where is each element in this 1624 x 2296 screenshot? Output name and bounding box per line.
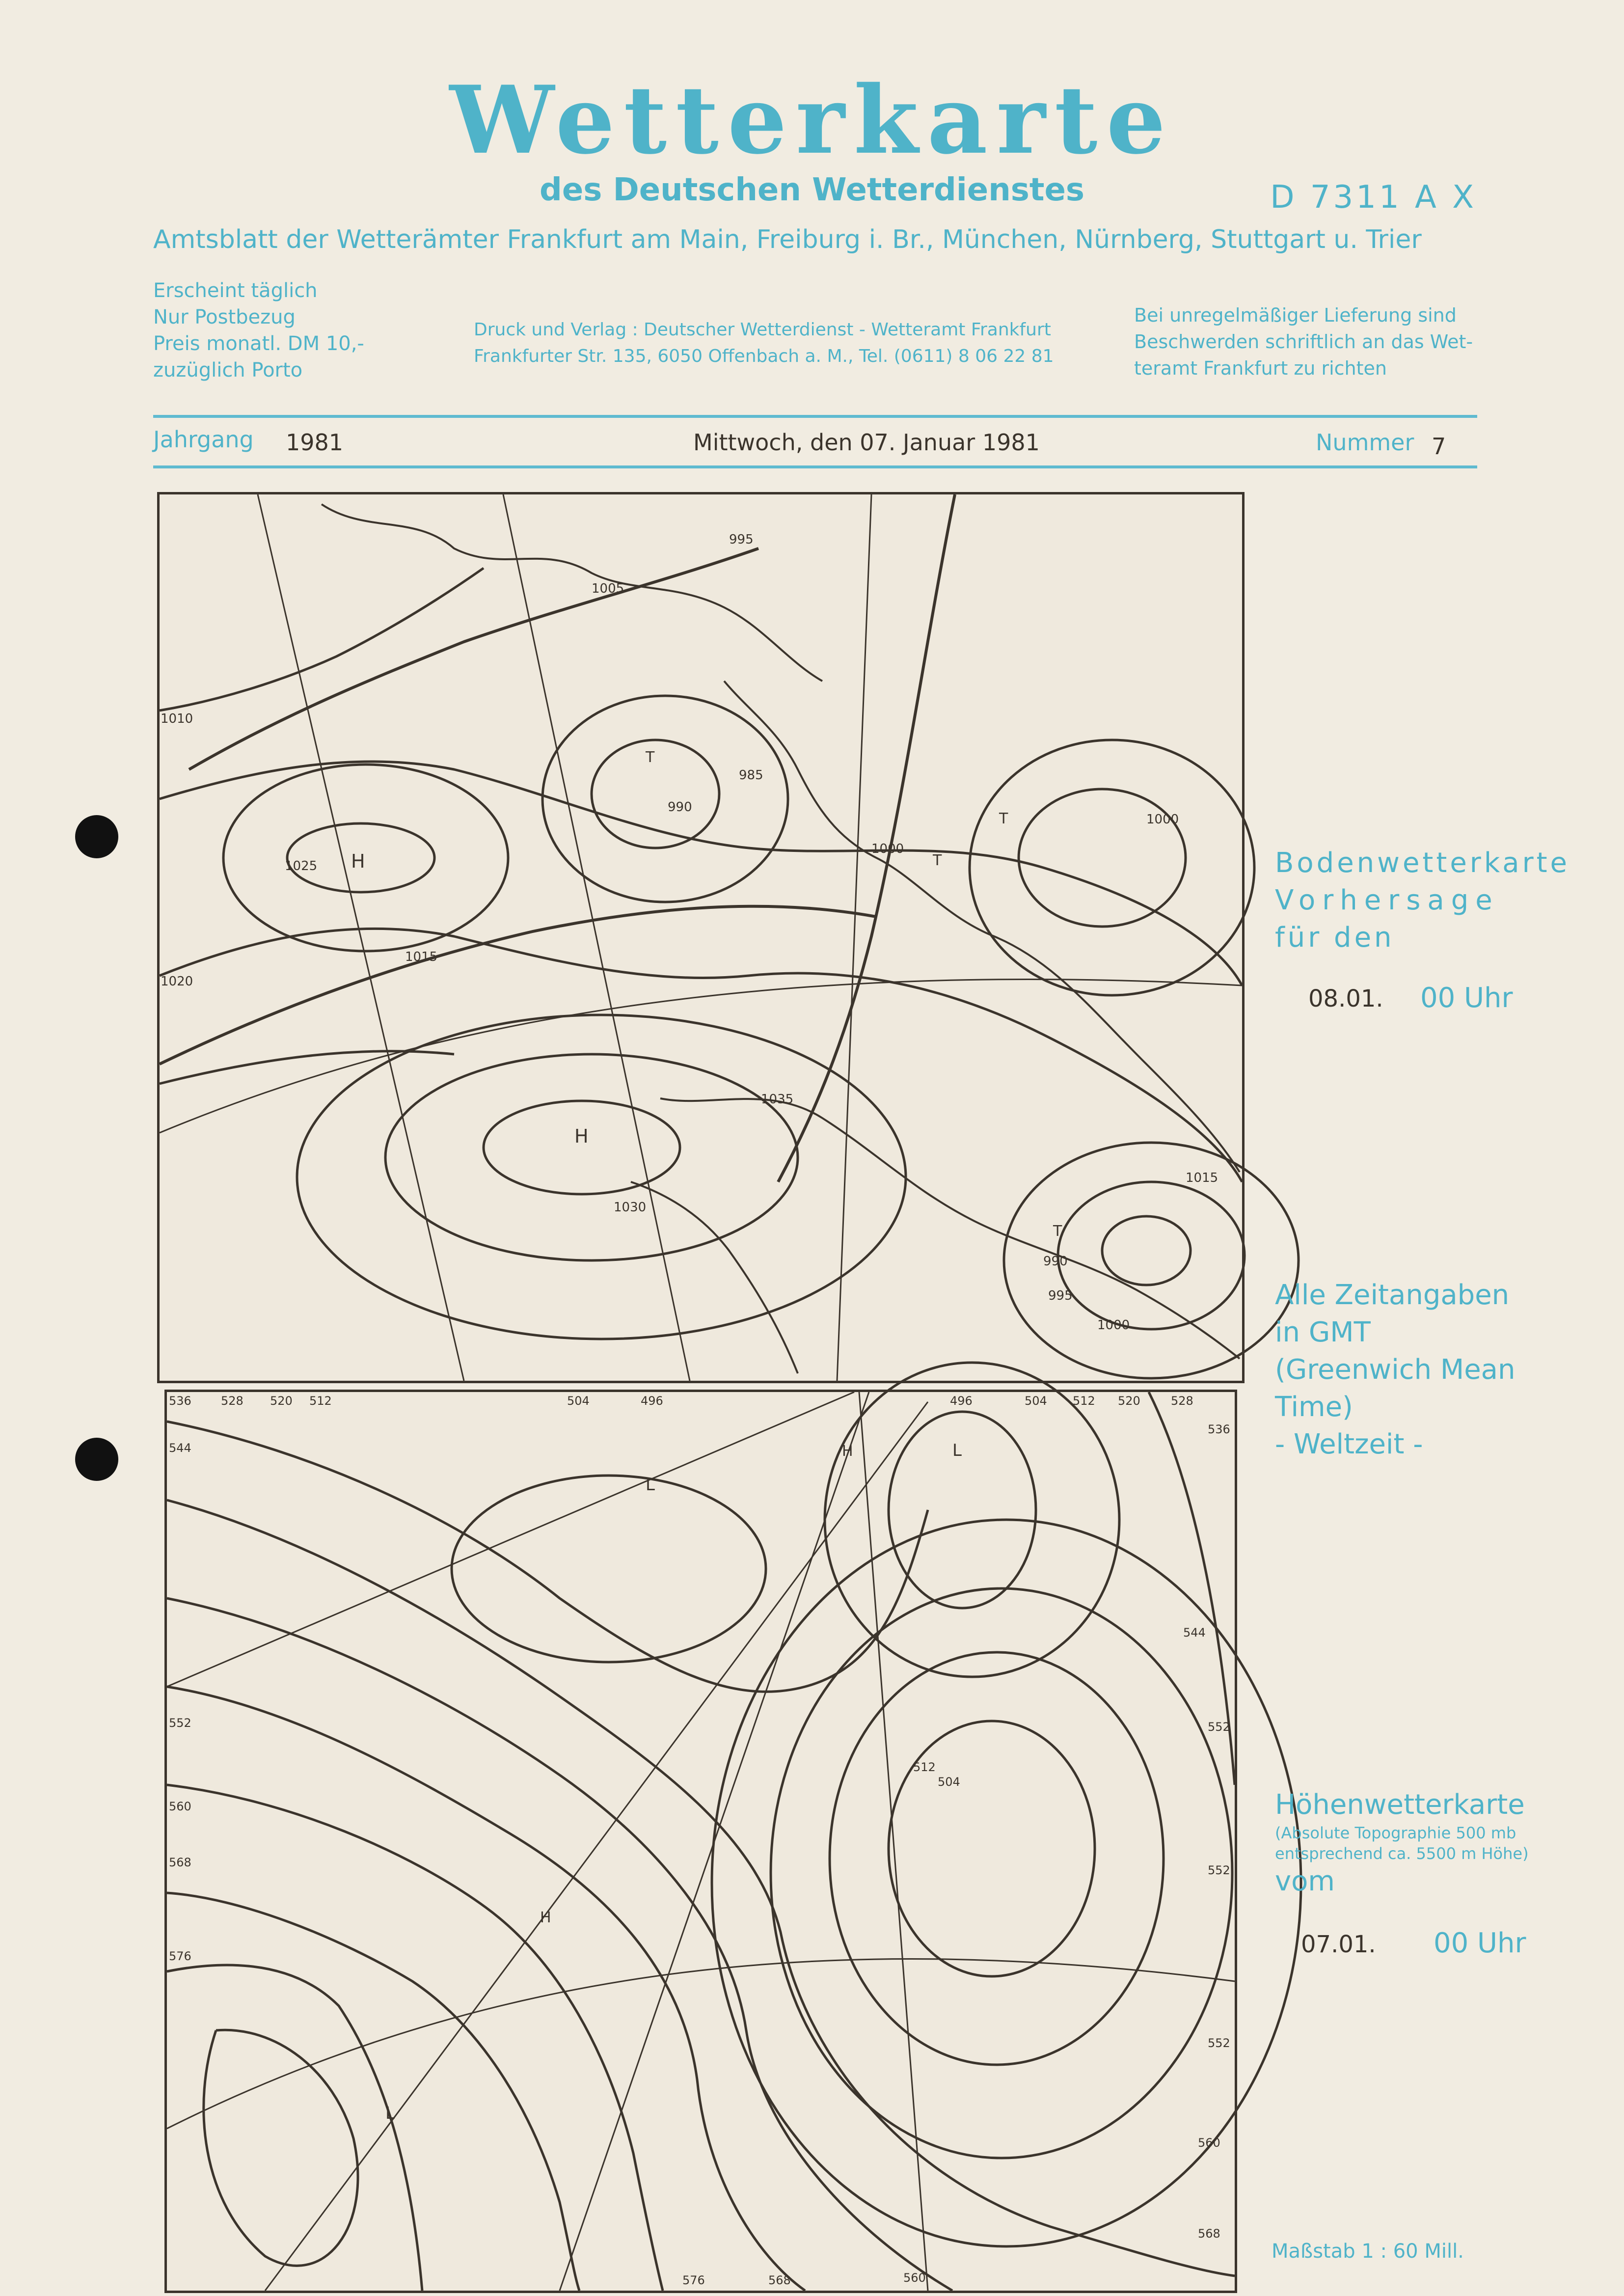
time-note-line: in GMT <box>1275 1316 1371 1348</box>
upper-low-north: L <box>952 1441 962 1460</box>
upper-air-map <box>164 1390 1237 2293</box>
surface-caption-line: für den <box>1275 922 1395 954</box>
info-center-line: Frankfurter Str. 135, 6050 Offenbach a. M., Tel. (0611) 8 06 22 81 <box>474 346 1054 366</box>
height-label: 520 <box>1118 1394 1140 1408</box>
height-label: 560 <box>903 2271 926 2285</box>
height-label: 512 <box>1073 1394 1095 1408</box>
upper-map-caption <box>1275 1787 1529 1899</box>
height-label: 528 <box>221 1394 244 1408</box>
divider-bottom <box>153 465 1477 468</box>
jahrgang-value: 1981 <box>286 429 344 456</box>
issue-bar <box>153 426 1477 461</box>
svg-text:985: 985 <box>739 768 763 783</box>
height-label: 520 <box>270 1394 293 1408</box>
upper-caption-vom: vom <box>1275 1865 1335 1897</box>
punch-hole-bottom <box>75 1438 118 1481</box>
time-note <box>1275 1277 1515 1463</box>
height-label: 504 <box>938 1775 960 1789</box>
upper-high-atlantic: H <box>540 1909 551 1926</box>
svg-text:995: 995 <box>1048 1288 1073 1303</box>
height-label: 552 <box>169 1716 191 1730</box>
height-label: 496 <box>641 1394 663 1408</box>
svg-text:990: 990 <box>1043 1254 1068 1269</box>
svg-text:1015: 1015 <box>1186 1171 1218 1185</box>
surface-forecast-time: 00 Uhr <box>1420 982 1513 1014</box>
height-label: 512 <box>913 1760 936 1774</box>
map-scale: Maßstab 1 : 60 Mill. <box>1272 2240 1464 2263</box>
svg-text:1020: 1020 <box>161 974 193 989</box>
divider-top <box>153 415 1477 418</box>
info-right-line: Beschwerden schriftlich an das Wet- <box>1134 331 1473 353</box>
height-label: 568 <box>1198 2227 1220 2241</box>
height-label: 544 <box>1183 1626 1206 1640</box>
height-label: 552 <box>1208 2036 1230 2050</box>
surface-caption-line: Bodenwetterkarte <box>1275 847 1570 879</box>
surface-weather-map <box>157 492 1245 1383</box>
nummer-label: Nummer <box>1316 429 1414 456</box>
info-center-line: Druck und Verlag : Deutscher Wetterdienst - Wetteramt Frankfurt <box>474 320 1051 340</box>
upper-analysis-time: 00 Uhr <box>1434 1927 1526 1959</box>
svg-text:995: 995 <box>729 532 754 547</box>
surface-map-caption <box>1275 845 1570 957</box>
masthead-subtitle: des Deutschen Wetterdienstes <box>540 172 1084 208</box>
masthead-title: Wetterkarte <box>449 65 1175 175</box>
time-note-line: Time) <box>1275 1391 1353 1423</box>
surface-low-russia: T <box>999 810 1008 827</box>
upper-caption-detail: entsprechend ca. 5500 m Höhe) <box>1275 1844 1529 1863</box>
jahrgang-label: Jahrgang <box>153 426 254 453</box>
height-label: 552 <box>1208 1863 1230 1877</box>
surface-high-atlantic: H <box>351 850 365 872</box>
height-label: 568 <box>169 1856 191 1869</box>
info-center <box>474 317 1054 370</box>
svg-text:990: 990 <box>668 800 692 815</box>
punch-hole-top <box>75 815 118 858</box>
svg-text:1005: 1005 <box>592 581 624 596</box>
svg-text:1010: 1010 <box>161 711 193 726</box>
info-left-line: Nur Postbezug <box>153 306 296 328</box>
info-right-line: Bei unregelmäßiger Lieferung sind <box>1134 304 1457 326</box>
svg-text:1025: 1025 <box>285 859 318 874</box>
height-label: 560 <box>1198 2136 1220 2150</box>
surface-caption-line: Vorhersage <box>1275 884 1499 916</box>
amtsblatt-line: Amtsblatt der Wetterämter Frankfurt am Main, Freiburg i. Br., München, Nürnberg, Stuttgart u. Trier <box>153 225 1422 254</box>
svg-text:1000: 1000 <box>1097 1318 1130 1333</box>
height-label: 576 <box>682 2273 705 2287</box>
surface-low-baltic: T <box>933 852 942 869</box>
svg-text:1000: 1000 <box>871 842 904 856</box>
height-label: 504 <box>1025 1394 1047 1408</box>
height-label: 528 <box>1171 1394 1193 1408</box>
height-label: 544 <box>169 1441 191 1455</box>
time-note-line: (Greenwich Mean <box>1275 1354 1516 1386</box>
height-label: 552 <box>1208 1720 1230 1734</box>
nummer-value: 7 <box>1432 433 1446 460</box>
upper-caption-detail: (Absolute Topographie 500 mb <box>1275 1824 1516 1842</box>
height-label: 496 <box>950 1394 973 1408</box>
surface-low-north-sea: T <box>646 749 655 766</box>
upper-low-atlantic: L <box>385 2104 395 2123</box>
upper-high-north: H <box>842 1443 853 1460</box>
upper-caption-title: Höhenwetterkarte <box>1275 1789 1525 1821</box>
svg-text:1015: 1015 <box>405 950 438 964</box>
info-left <box>153 277 364 383</box>
publication-code: D 7311 A X <box>1270 179 1477 216</box>
height-label: 576 <box>169 1949 191 1963</box>
svg-text:1030: 1030 <box>614 1200 647 1215</box>
info-left-line: zuzüglich Porto <box>153 359 303 382</box>
info-left-line: Preis monatl. DM 10,- <box>153 332 364 355</box>
height-label: 512 <box>309 1394 332 1408</box>
height-label: 504 <box>567 1394 590 1408</box>
surface-map-drawing <box>160 494 1242 1381</box>
upper-low-scandinavia: L <box>646 1475 655 1495</box>
surface-high-iberia: H <box>574 1125 589 1147</box>
info-right <box>1134 302 1473 382</box>
upper-analysis-date: 07.01. <box>1301 1931 1376 1958</box>
height-label: 568 <box>768 2273 791 2287</box>
svg-text:1000: 1000 <box>1146 812 1179 827</box>
issue-date: Mittwoch, den 07. Januar 1981 <box>693 429 1040 456</box>
svg-text:1035: 1035 <box>761 1092 794 1107</box>
upper-map-drawing <box>167 1392 1235 2291</box>
height-label: 560 <box>169 1800 191 1813</box>
time-note-line: - Weltzeit - <box>1275 1428 1423 1460</box>
surface-low-mediterranean: T <box>1053 1223 1062 1240</box>
time-note-line: Alle Zeitangaben <box>1275 1279 1510 1311</box>
surface-forecast-date: 08.01. <box>1308 985 1383 1012</box>
info-left-line: Erscheint täglich <box>153 279 318 302</box>
height-label: 536 <box>1208 1422 1230 1436</box>
info-right-line: teramt Frankfurt zu richten <box>1134 357 1387 379</box>
height-label: 536 <box>169 1394 191 1408</box>
